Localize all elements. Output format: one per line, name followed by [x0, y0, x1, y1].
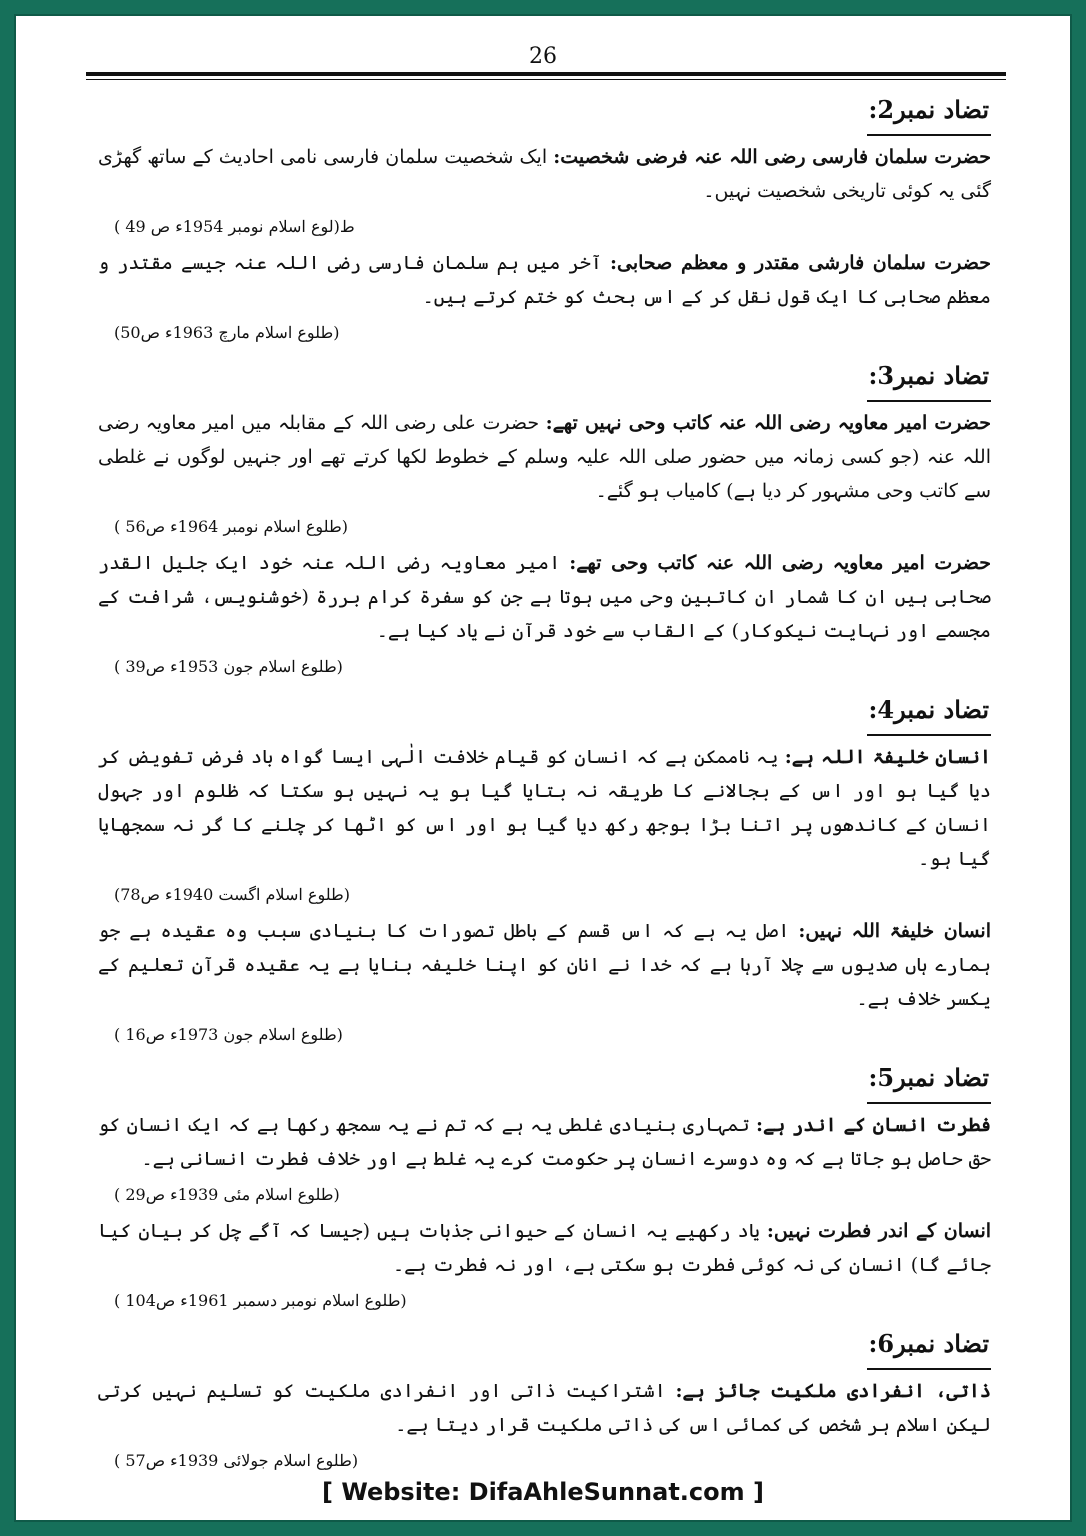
- page-number: 26: [529, 44, 557, 69]
- paragraph: [98, 140, 991, 208]
- section-heading: تضاد نمبر4:: [98, 688, 991, 736]
- website-footer: [ Website: DifaAhleSunnat.com ]: [322, 1478, 764, 1506]
- paragraph-text: یاد رکھیے یہ انسان کے حیوانی جذبات ہیں (جیسا کہ آگے چل کر بیان کیا جائے گا) انسان کی نہ کوئی فطرت ہو سکتی ہے، اور نہ فطرت ہے۔: [98, 1220, 991, 1276]
- paragraph: [98, 546, 991, 648]
- paragraph: [98, 1108, 991, 1176]
- paragraph: [98, 406, 991, 508]
- paragraph-lead: ذاتی، انفرادی ملکیت جائز ہے:: [675, 1380, 991, 1402]
- paragraph-text: ایک شخصیت سلمان فارسی نامی احادیث کے ساتھ گھڑی گئی یہ کوئی تاریخی شخصیت نہیں۔: [98, 146, 991, 202]
- paragraph: [98, 1374, 991, 1442]
- reference: (طلوع اسلام مارچ 1963ء ص50): [114, 323, 340, 342]
- paragraph-text: امیر معاویہ رضی اللہ عنہ خود ایک جلیل القدر صحابی ہیں ان کا شمار ان کاتبین وحی میں ہوتا ہے جن کو سفرۃ کرام بررۃ (خوشنویس، شرافت کے مجسمے اور نہایت نیکوکار) کے القاب سے خود قرآن نے یاد کیا ہے۔: [98, 552, 991, 642]
- reference: (طلوع اسلام جون 1973ء ص16 ): [114, 1025, 343, 1044]
- paragraph-text: حضرت علی رضی اللہ کے مقابلہ میں امیر معاویہ رضی اللہ عنہ (جو کسی زمانہ میں حضور صلی اللہ علیہ وسلم کے خطوط لکھا کرتے تھے اور جنہیں لوگوں نے غلطی سے کاتب وحی مشہور کر دیا ہے) کامیاب ہو گئے۔: [98, 412, 991, 502]
- section-heading: تضاد نمبر2:: [98, 88, 991, 136]
- reference: ط(لوع اسلام نومبر 1954ء ص 49 ): [114, 217, 355, 236]
- reference: (طلوع اسلام جون 1953ء ص39 ): [114, 657, 343, 676]
- content: [98, 88, 991, 1482]
- section-heading: تضاد نمبر5:: [98, 1056, 991, 1104]
- section-contradiction-4: [98, 688, 991, 1050]
- paragraph-lead: حضرت امیر معاویہ رضی اللہ عنہ کاتب وحی نہیں تھے:: [545, 412, 991, 434]
- reference: (طلوع اسلام جولائی 1939ء ص57 ): [114, 1451, 359, 1470]
- paragraph-text: اصل یہ ہے کہ اس قسم کے باطل تصورات کا بنیادی سبب وہ عقیدہ ہے جو ہمارے ہاں صدیوں سے چلا آرہا ہے کہ خدا نے انان کو اپنا خلیفہ بنایا ہے یہ عقیدہ قرآن تعلیم کے یکسر خلاف ہے۔: [98, 920, 991, 1010]
- paragraph-lead: انسان خلیفۃ اللہ ہے:: [784, 746, 991, 768]
- paragraph: [98, 914, 991, 1016]
- paragraph: [98, 246, 991, 314]
- reference: (طلوع اسلام اگست 1940ء ص78): [114, 885, 350, 904]
- section-contradiction-6: [98, 1322, 991, 1476]
- paragraph-lead: حضرت سلمان فارشی مقتدر و معظم صحابی:: [609, 252, 991, 274]
- paragraph-lead: حضرت امیر معاویہ رضی اللہ عنہ کاتب وحی تھے:: [569, 552, 991, 574]
- paragraph-lead: انسان کے اندر فطرت نہیں:: [766, 1220, 992, 1242]
- paragraph-text: تمہاری بنیادی غلطی یہ ہے کہ تم نے یہ سمجھ رکھا ہے کہ ایک انسان کو حق حاصل ہو جاتا ہے کہ وہ دوسرے انسان پر حکومت کرے یہ غلط ہے اور خلاف فطرت انسانی ہے۔: [98, 1114, 991, 1170]
- section-contradiction-5: [98, 1056, 991, 1316]
- paragraph-text: یہ ناممکن ہے کہ انسان کو قیام خلافت الٰہی ایسا گواہ باد فرض تفویض کر دیا گیا ہو اور اس کے بجالانے کا طریقہ نہ بتایا گیا ہو یہ نہیں ہو سکتا کہ ظلوم اور جہول انسان کے کاندھوں پر اتنا بڑا بوجھ رکھ دیا گیا ہو اور اس کو اٹھا کر چلنے کا گر نہ سمجھایا گیا ہو۔: [98, 746, 991, 870]
- header-rule: [86, 72, 1006, 76]
- page: [14, 14, 1072, 1522]
- reference: (طلوع اسلام نومبر دسمبر 1961ء ص104 ): [114, 1291, 407, 1310]
- reference: (طلوع اسلام نومبر 1964ء ص56 ): [114, 517, 348, 536]
- section-contradiction-3: [98, 354, 991, 682]
- paragraph-lead: حضرت سلمان فارسی رضی اللہ عنہ فرضی شخصیت:: [553, 146, 992, 168]
- paragraph: [98, 740, 991, 876]
- section-heading: تضاد نمبر3:: [98, 354, 991, 402]
- paragraph-text: اشتراکیت ذاتی اور انفرادی ملکیت کو تسلیم نہیں کرتی لیکن اسلام ہر شخص کی کمائی اس کی ذاتی ملکیت قرار دیتا ہے۔: [98, 1380, 991, 1436]
- paragraph: [98, 1214, 991, 1282]
- paragraph-lead: فطرت انسان کے اندر ہے:: [755, 1114, 991, 1136]
- paragraph-lead: انسان خلیفۃ اللہ نہیں:: [798, 920, 991, 942]
- reference: (طلوع اسلام مئی 1939ء ص29 ): [114, 1185, 340, 1204]
- section-contradiction-2: [98, 88, 991, 348]
- section-heading: تضاد نمبر6:: [98, 1322, 991, 1370]
- paragraph-text: آخر میں ہم سلمان فارسی رضی اللہ عنہ جیسے مقتدر و معظم صحابی کا ایک قول نقل کر کے اس بحث کو ختم کرتے ہیں۔: [98, 252, 991, 308]
